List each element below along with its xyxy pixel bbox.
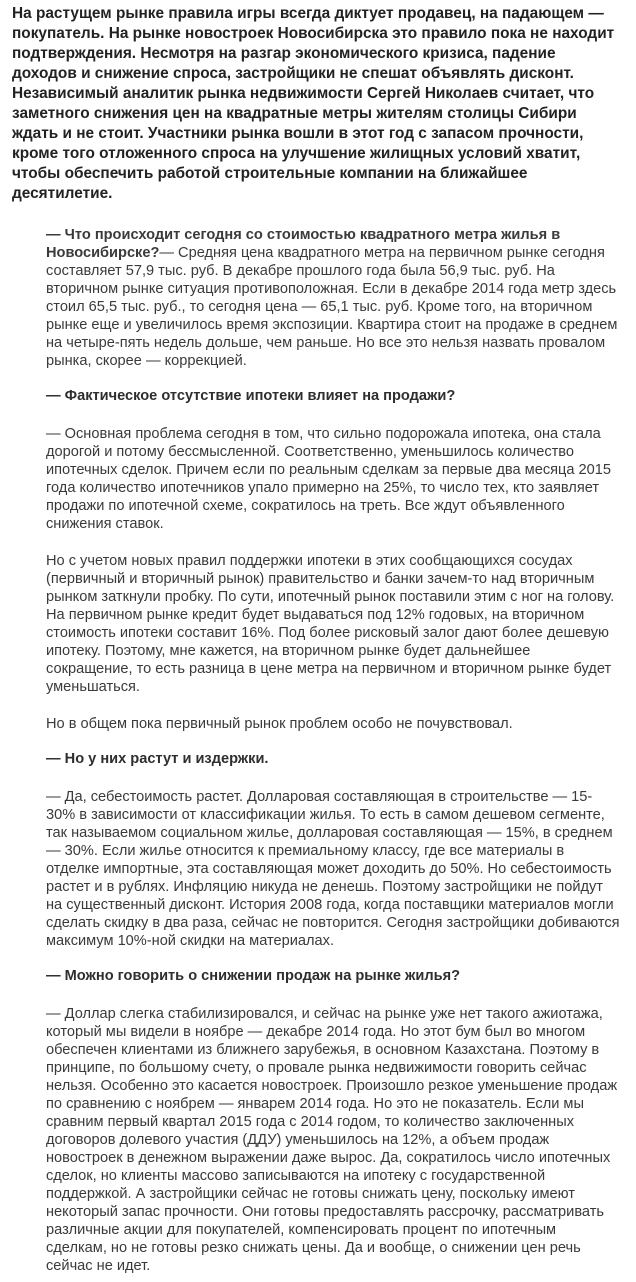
interview — [0, 204, 636, 1275]
question-4: — Можно говорить о снижении продаж на рынке жилья? — [46, 968, 461, 984]
question-2: — Фактическое отсутствие ипотеки влияет на продажи? — [46, 388, 456, 404]
question-1: — Что происходит сегодня со стоимостью квадратного метра жилья в Новосибирске? — [46, 227, 561, 261]
article-lead: На растущем рынке правила игры всегда диктует продавец, на падающем — покупатель. На рынке новостроек Новосибирска это правило пока не находит подтверждения. Несмотря на разгар экономического кризиса, падение доходов и снижение спроса, застройщики не спешат объявлять дисконт. Независимый аналитик рынка недвижимости Сергей Николаев считает, что заметного снижения цен на квадратные метры жителям столицы Сибири ждать и не стоит. Участники рынка вошли в этот год с запасом прочности, кроме того отложенного спроса на улучшение жилищных условий хватит, чтобы обеспечить работой строительные компании на ближайшее десятилетие. — [12, 5, 615, 202]
answer-2-paragraph-3: Но в общем пока первичный рынок проблем особо не почувствовал. — [46, 716, 513, 732]
question-3: — Но у них растут и издержки. — [46, 751, 269, 767]
answer-1 — [46, 226, 620, 370]
answer-4: — Доллар слегка стабилизировался, и сейчас на рынке уже нет такого ажиотажа, который мы видели в ноябре — декабре 2014 года. Но этот бум был во многом обеспечен клиентами из ближнего зарубежья, в основном Казахстана. Поэтому в принципе, по большому счету, о провале рынка недвижимости говорить сейчас нельзя. Особенно это касается новостроек. Произошло резкое уменьшение продаж по сравнению с ноябрем — январем 2014 года. Но это не показатель. Если мы сравним первый квартал 2015 года с 2014 годом, то количество заключенных договоров долевого участия (ДДУ) уменьшилось на 12%, а объем продаж новостроек в денежном выражении даже вырос. Да, сократилось число ипотечных сделок, но клиенты массово записываются на ипотеку с государственной поддержкой. А застройщики сейчас не готовы снижать цену, поскольку имеют некоторый запас прочности. Они готовы предоставлять рассрочку, рассматривать различные акции для покупателей, компенсировать процент по ипотечным сделкам, но не готовы резко снижать цены. Да и вообще, о снижении цен речь сейчас не идет. — [46, 1006, 618, 1274]
answer-3: — Да, себестоимость растет. Долларовая составляющая в строительстве — 15-30% в зависимости от классификации жилья. То есть в самом дешевом сегменте, так называемом социальном жилье, долларовая составляющая — 15%, в среднем — 30%. Если жилье относится к премиальному классу, где все материалы в отделке импортные, эта составляющая может доходить до 50%. Но себестоимость растет и в рублях. Инфляцию никуда не денешь. Поэтому застройщики не пойдут на существенный дисконт. История 2008 года, когда поставщики материалов могли сделать скидку в два раза, сейчас не повторится. Сегодня застройщики добиваются максимум 10%-ной скидки на материалах. — [46, 789, 620, 949]
answer-2-paragraph-1: — Основная проблема сегодня в том, что сильно подорожала ипотека, она стала дорогой и потому бессмысленной. Соответственно, уменьшилось количество ипотечных сделок. Причем если по реальным сделкам за первые два месяца 2015 года количество ипотечников упало примерно на 25%, то число тех, кто заявляет продажи по ипотечной схеме, сократилось на треть. Все ждут объявленного снижения ставок. — [46, 426, 612, 532]
answer-1-text: — Средняя цена квадратного метра на первичном рынке сегодня составляет 57,9 тыс. руб. В декабре прошлого года была 56,9 тыс. руб. На вторичном рынке ситуация противоположная. Если в декабре 2014 года метр здесь стоил 65,5 тыс. руб., то сегодня цена — 65,1 тыс. руб. Кроме того, на вторичном рынке еще и увеличилось время экспозиции. Квартира стоит на продаже в среднем на четыре-пять недель дольше, чем раньше. Но все это нельзя назвать провалом рынка, скорее — коррекцией. — [46, 245, 618, 369]
answer-2-paragraph-2: Но с учетом новых правил поддержки ипотеки в этих сообщающихся сосудах (первичный и вторичный рынок) правительство и банки зачем-то над вторичным рынком заткнули пробку. По сути, ипотечный рынок поставили этим с ног на голову. На первичном рынке кредит будет выдаваться под 12% годовых, на вторичном стоимость ипотеки составит 16%. Под более рисковый залог дают более дешевую ипотеку. Поэтому, мне кажется, на вторичном рынке будет дальнейшее сокращение, то есть разница в цене метра на первичном и вторичном рынке будет уменьшаться. — [46, 553, 615, 695]
